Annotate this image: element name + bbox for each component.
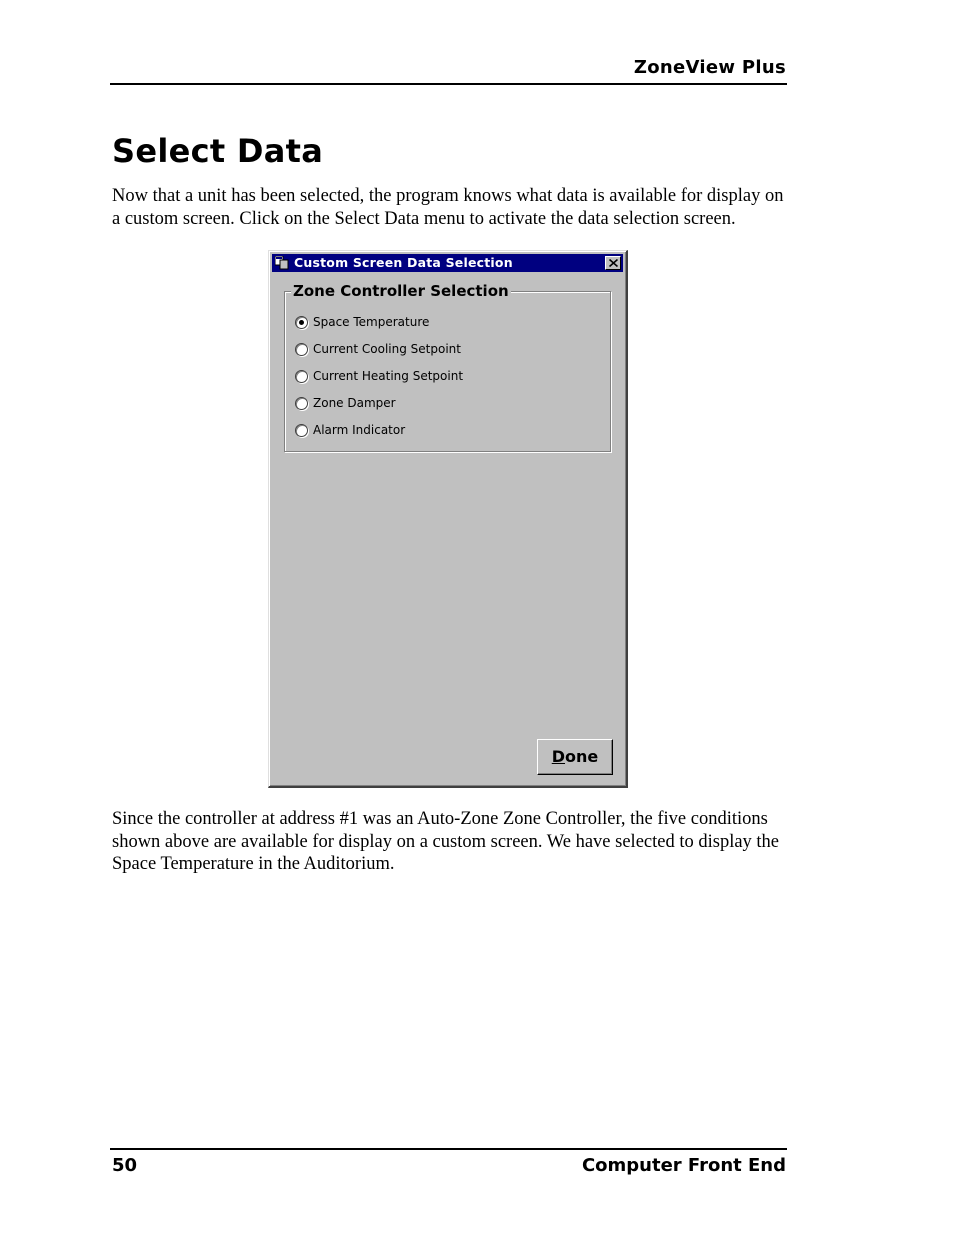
done-accelerator-key: D bbox=[551, 747, 566, 766]
footer-section-title: Computer Front End bbox=[581, 1155, 786, 1176]
radio-label[interactable]: Zone Damper bbox=[313, 396, 396, 410]
dialog-titlebar[interactable] bbox=[272, 254, 623, 272]
dialog-title: Custom Screen Data Selection bbox=[294, 255, 513, 270]
close-button[interactable] bbox=[605, 256, 621, 270]
group-title: Zone Controller Selection bbox=[293, 282, 509, 300]
radio-button[interactable] bbox=[295, 316, 308, 329]
zone-controller-selection-group bbox=[284, 282, 611, 452]
header-rule bbox=[110, 83, 787, 85]
radio-button[interactable] bbox=[295, 343, 308, 356]
running-header-title: ZoneView Plus bbox=[633, 57, 786, 78]
radio-label[interactable]: Current Heating Setpoint bbox=[313, 369, 464, 383]
radio-button[interactable] bbox=[295, 424, 308, 437]
footer-rule bbox=[110, 1148, 787, 1150]
app-icon bbox=[275, 256, 289, 270]
page-title: Select Data bbox=[112, 132, 324, 170]
close-icon bbox=[609, 259, 618, 267]
radio-label[interactable]: Current Cooling Setpoint bbox=[313, 342, 461, 356]
radio-label[interactable]: Alarm Indicator bbox=[313, 423, 406, 437]
custom-screen-data-selection-dialog bbox=[268, 250, 628, 788]
radio-button[interactable] bbox=[295, 370, 308, 383]
intro-paragraph: Now that a unit has been selected, the program knows what data is available for display on a custom screen. Click on the Select Data menu to activate the data selection screen. bbox=[112, 186, 784, 229]
radio-selected-dot bbox=[299, 320, 304, 325]
done-label-rest: one bbox=[565, 747, 599, 766]
radio-label[interactable]: Space Temperature bbox=[313, 315, 430, 329]
radio-button[interactable] bbox=[295, 397, 308, 410]
body-paragraph: Since the controller at address #1 was an Auto-Zone Zone Controller, the five conditions shown above are available for display on a custom screen. We have selected to display the Space Temperature in the Auditorium. bbox=[112, 809, 780, 874]
page-number: 50 bbox=[112, 1155, 138, 1176]
done-button[interactable] bbox=[537, 739, 613, 775]
